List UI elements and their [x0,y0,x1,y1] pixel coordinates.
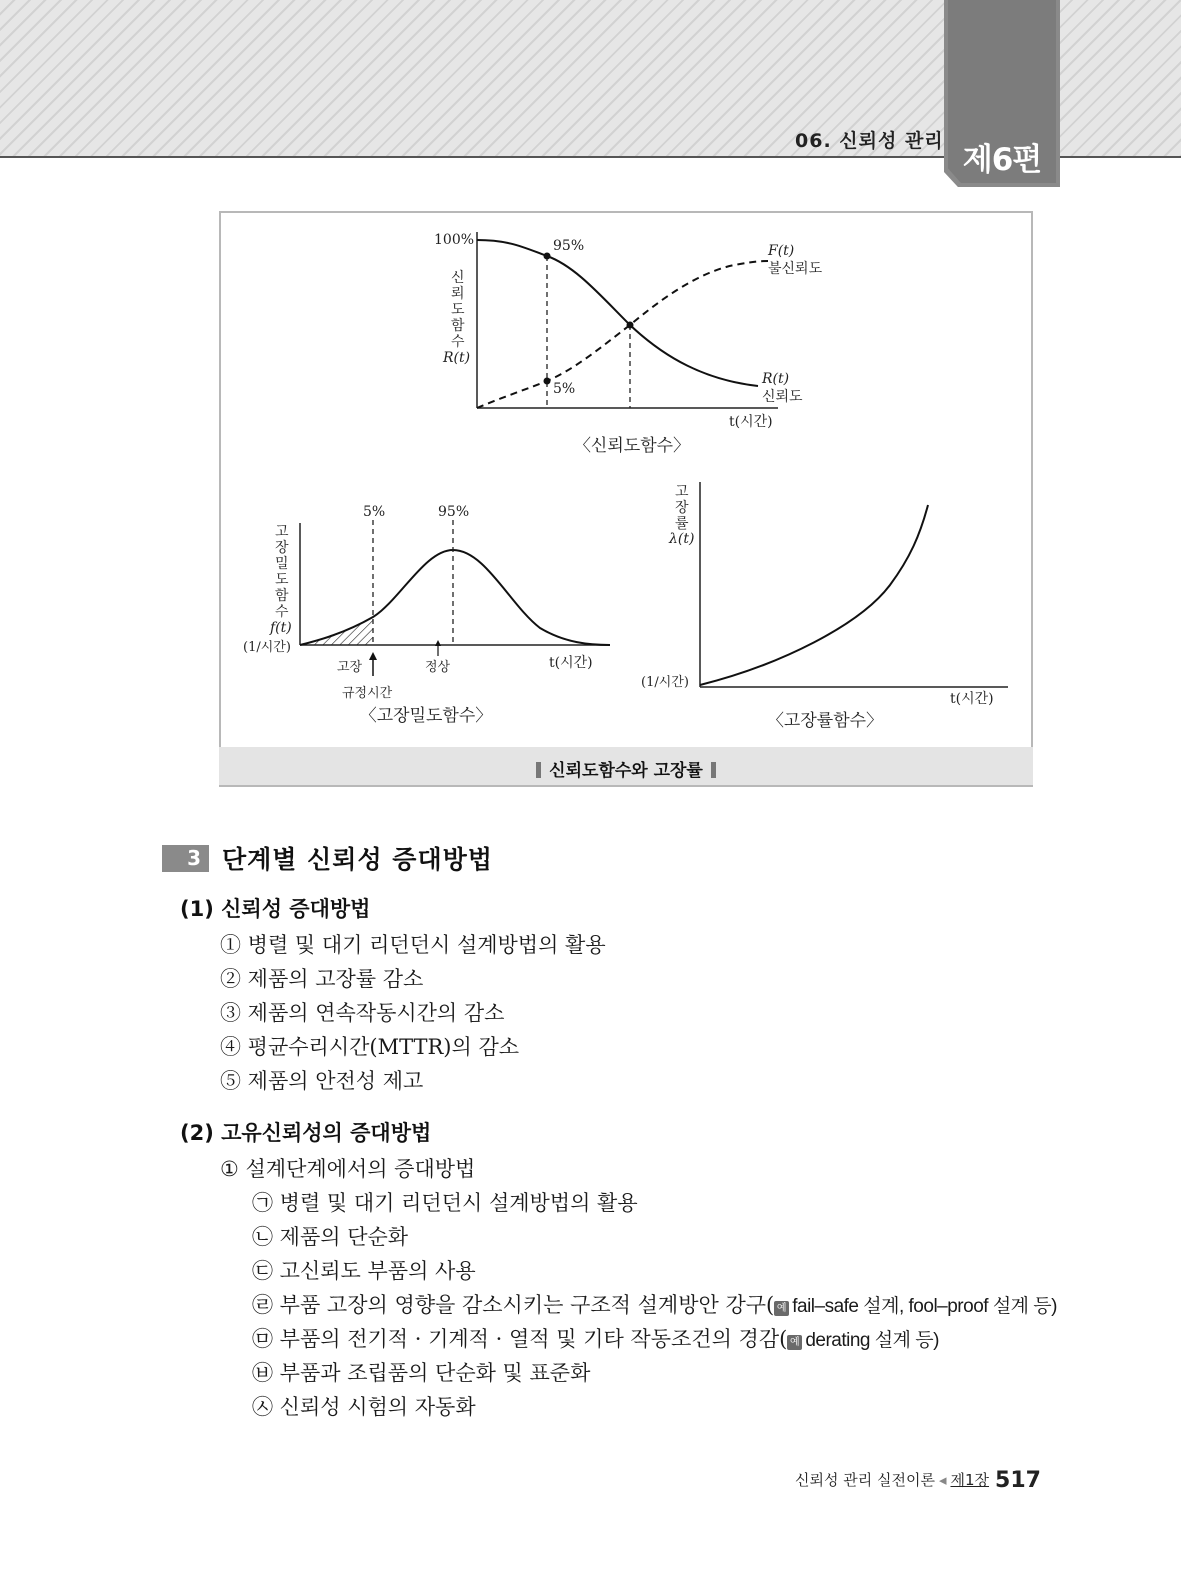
caption-mark-left [536,762,541,778]
sub2-item-e-text: ㉤ 부품의 전기적 · 기계적 · 열적 및 기타 작동조건의 경감( [252,1327,788,1351]
reliability-curve [477,240,758,386]
rel-F-symbol: F(t) [768,243,795,259]
den-normal-label: 정상 [425,660,451,675]
section-title: 단계별 신뢰성 증대방법 [222,845,493,874]
den-y-axis-symbol: f(t) [270,620,292,636]
rel-y-top-label: 100% [434,232,475,248]
svg-text:수: 수 [451,334,465,350]
example-text-d: fail–safe 설계, fool–proof 설계 등) [792,1296,1057,1317]
page-footer [795,1468,1041,1493]
svg-text:장: 장 [275,540,289,556]
haz-y-axis-label [675,484,689,532]
rel-label-5: 5% [553,381,576,397]
den-y-unit: (1/시간) [243,640,291,655]
den-panel-title: 〈고장밀도함수〉 [359,706,493,726]
haz-x-axis-label: t(시간) [950,691,994,707]
part-label: 제6편 [962,142,1042,178]
figure-caption [219,756,1033,781]
svg-text:도: 도 [451,302,465,318]
den-label-5: 5% [363,504,386,520]
page-number: 517 [995,1468,1041,1493]
example-badge: 예 [787,1335,802,1350]
density-curve [300,550,610,645]
haz-y-axis-symbol: λ(t) [669,531,695,547]
footer-separator: ◂ [938,1471,947,1489]
svg-text:률: 률 [675,516,689,532]
sub2-item-a: ㉠ 병렬 및 대기 리던던시 설계방법의 활용 [252,1191,638,1215]
haz-panel-title: 〈고장률함수〉 [766,711,884,731]
subsection-1-title: (1) 신뢰성 증대방법 [180,897,371,921]
sub1-item-5: ⑤ 제품의 안전성 제고 [220,1069,424,1093]
sub2-item-d-text: ㉣ 부품 고장의 영향을 감소시키는 구조적 설계방안 강구( [252,1293,775,1317]
footer-book-title: 신뢰성 관리 실전이론 [795,1471,935,1489]
sub2-item-g: ㉦ 신뢰성 시험의 자동화 [252,1395,476,1419]
svg-text:장: 장 [675,500,689,516]
svg-text:고: 고 [675,484,689,500]
reliability-panel [434,232,823,456]
rel-x-axis-label: t(시간) [729,414,773,430]
hazard-panel [641,482,1008,731]
sub2-item-e [252,1323,939,1353]
sub2-item-b: ㉡ 제품의 단순화 [252,1225,409,1249]
subsection-2-title: (2) 고유신뢰성의 증대방법 [180,1121,432,1145]
sub2-item-f: ㉥ 부품과 조립품의 단순화 및 표준화 [252,1361,591,1385]
example-text-e: derating 설계 등) [805,1330,939,1351]
haz-y-unit: (1/시간) [641,675,689,690]
unreliability-curve [477,261,768,408]
svg-text:수: 수 [275,604,289,620]
den-specified-time: 규정시간 [342,686,393,701]
rel-F-name: 불신뢰도 [768,261,823,277]
chapter-title: 06. 신뢰성 관리 [795,130,944,152]
den-x-axis-label: t(시간) [549,655,593,671]
rel-panel-title: 〈신뢰도함수〉 [573,436,691,456]
rel-cross-point [627,322,634,329]
sub1-item-1: ① 병렬 및 대기 리던던시 설계방법의 활용 [220,933,606,957]
rel-y-axis-label [451,269,465,350]
sub1-item-3: ③ 제품의 연속작동시간의 감소 [220,1001,505,1025]
svg-text:신: 신 [451,270,465,286]
sub1-item-4: ④ 평균수리시간(MTTR)의 감소 [220,1035,520,1059]
svg-text:고: 고 [275,524,289,540]
rel-5-point [544,378,551,385]
sub2-step-1: ① 설계단계에서의 증대방법 [220,1157,476,1181]
footer-chapter: 제1장 [950,1471,990,1489]
svg-text:함: 함 [451,318,465,334]
rel-y-axis-symbol: R(t) [443,350,471,366]
density-panel [243,504,610,726]
rel-label-95: 95% [553,238,585,254]
svg-text:뢰: 뢰 [451,286,465,302]
den-y-axis-label [275,524,289,620]
caption-mark-right [711,762,716,778]
rel-R-symbol: R(t) [762,371,790,387]
sub1-item-2: ② 제품의 고장률 감소 [220,967,424,991]
den-label-95: 95% [438,504,470,520]
section-number-badge: 3 [162,845,209,872]
figure-caption-text: 신뢰도함수와 고장률 [549,761,703,781]
rel-95-point [544,253,551,260]
rel-R-name: 신뢰도 [762,389,803,405]
svg-text:밀: 밀 [275,556,289,572]
svg-text:함: 함 [275,588,289,604]
svg-text:도: 도 [275,572,289,588]
example-badge: 예 [774,1301,789,1316]
hazard-curve [700,505,928,685]
den-failure-label: 고장 [337,660,363,675]
sub2-item-d [252,1289,1057,1319]
sub2-item-c: ㉢ 고신뢰도 부품의 사용 [252,1259,476,1283]
den-hatched-area [300,617,373,645]
